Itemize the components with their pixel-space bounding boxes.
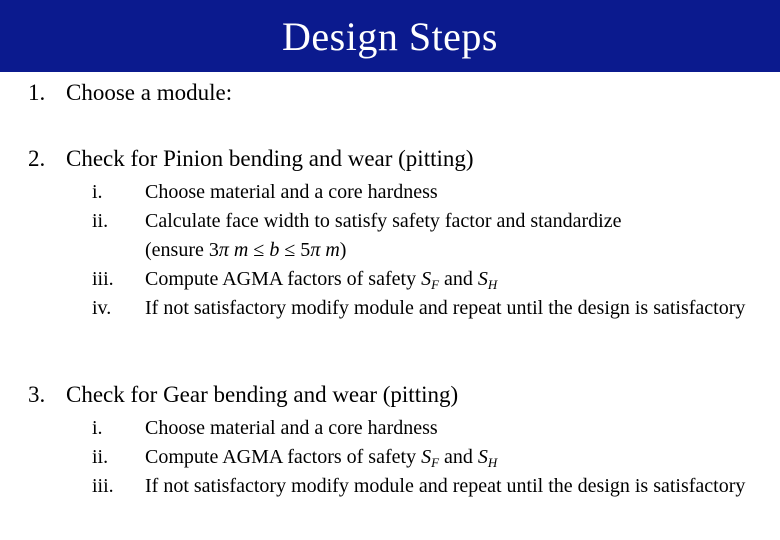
substep-text: If not satisfactory modify module and repeat until the design is satisfactory	[145, 475, 746, 497]
gear-substep-ii	[92, 443, 762, 472]
step-text: Check for Pinion bending and wear (pitting)	[66, 146, 474, 171]
step-1	[28, 80, 232, 106]
pinion-substep-iii	[92, 265, 762, 294]
substep-numeral: iii.	[92, 268, 114, 290]
substep-numeral: ii.	[92, 210, 109, 232]
pinion-substep-iv	[92, 294, 762, 352]
pinion-substep-ii	[92, 207, 762, 265]
pinion-substep-i	[92, 178, 762, 207]
step-text: Choose a module:	[66, 80, 233, 105]
substep-text	[145, 207, 755, 265]
substep-numeral: i.	[92, 417, 103, 439]
substep-text: Compute AGMA factors of safety $S_F$ and $S_H$	[145, 268, 498, 292]
step-number: 1.	[28, 80, 46, 105]
substep-numeral: ii.	[92, 446, 109, 468]
title-bar	[0, 0, 780, 72]
substep-numeral: i.	[92, 181, 103, 203]
step-2	[28, 146, 474, 172]
step-number: 2.	[28, 146, 46, 171]
step-text: Check for Gear bending and wear (pitting)	[66, 382, 459, 407]
step-number: 3.	[28, 382, 46, 407]
substep-text: Choose material and a core hardness	[145, 417, 438, 439]
page-title: Design Steps	[282, 13, 498, 59]
step-3	[28, 382, 458, 408]
substep-text-line2: (ensure 3π m ≤ b ≤ 5π m)	[145, 239, 347, 261]
substep-numeral: iii.	[92, 475, 114, 497]
substep-text: If not satisfactory modify module and repeat until the design is satisfactory	[145, 297, 746, 319]
gear-substep-i	[92, 414, 762, 443]
substep-text-line1: Calculate face width to satisfy safety factor and standardize	[145, 210, 622, 232]
substep-numeral: iv.	[92, 297, 112, 319]
substep-text: Choose material and a core hardness	[145, 181, 438, 203]
substep-text: Compute AGMA factors of safety $S_F$ and $S_H$	[145, 446, 498, 470]
gear-substep-iii	[92, 472, 762, 530]
